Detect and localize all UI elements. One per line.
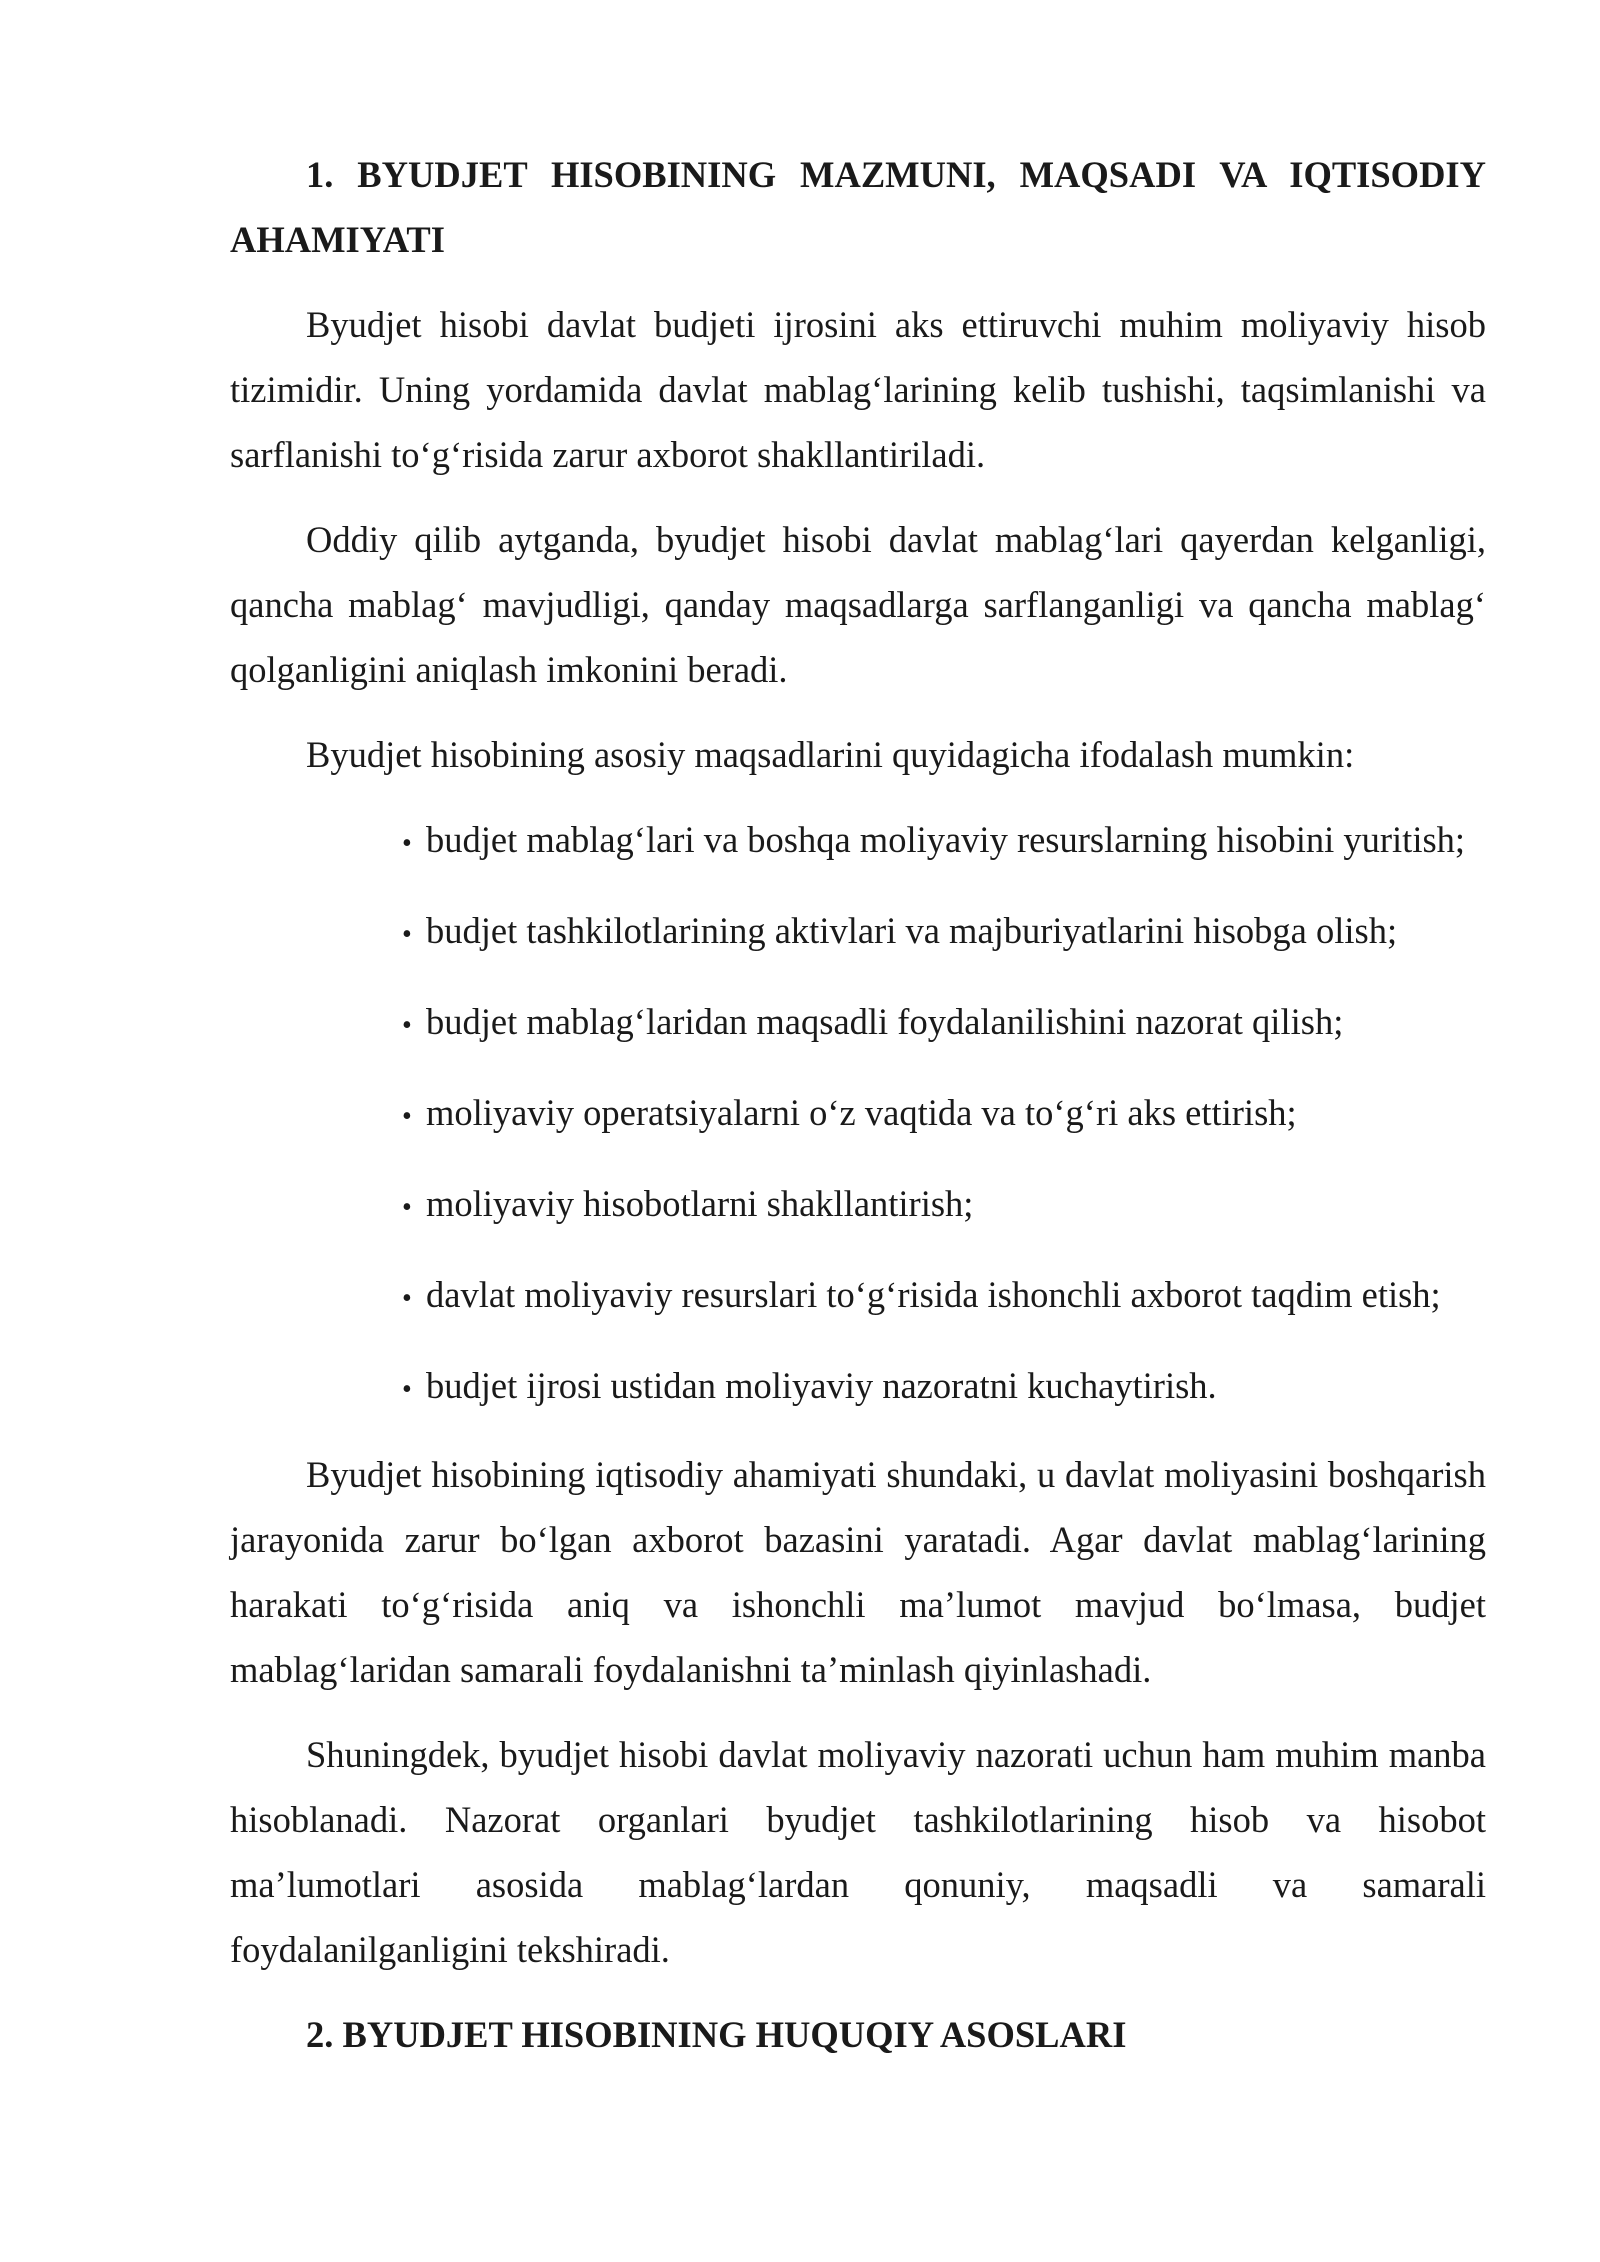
list-item — [326, 807, 1486, 876]
bullet-icon: • — [402, 1283, 412, 1314]
bullet-icon: • — [402, 1192, 412, 1223]
document-page — [230, 142, 1486, 2067]
list-item — [326, 1262, 1486, 1331]
bullet-icon: • — [402, 919, 412, 950]
list-item-text: budjet tashkilotlarining aktivlari va majburiyatlarini hisobga olish; — [426, 910, 1398, 951]
paragraph-goals-intro: Byudjet hisobining asosiy maqsadlarini quyidagicha ifodalash mumkin: — [306, 734, 1355, 775]
paragraph-financial-control: Shuningdek, byudjet hisobi davlat moliyaviy nazorati uchun ham muhim manba hisoblanadi. Nazorat organlari byudjet tashkilotlarining hisob va hisobot ma’lumotlari asosida mablag‘lardan qonuniy, maqsadli va samarali foydalanilganligini tekshiradi. — [230, 1734, 1486, 1970]
section-heading-1: 1. BYUDJET HISOBINING MAZMUNI, MAQSADI VA IQTISODIY AHAMIYATI — [230, 154, 1486, 260]
paragraph-definition: Byudjet hisobi davlat budjeti ijrosini aks ettiruvchi muhim moliyaviy hisob tizimidir. Uning yordamida davlat mablag‘larining kelib tushishi, taqsimlanishi va sarflanishi to‘g‘risida zarur axborot shakllantiriladi. — [230, 304, 1486, 475]
bullet-icon: • — [402, 1101, 412, 1132]
list-item — [326, 898, 1486, 967]
list-item-text: davlat moliyaviy resurslari to‘g‘risida ishonchli axborot taqdim etish; — [426, 1274, 1441, 1315]
list-item-text: moliyaviy operatsiyalarni o‘z vaqtida va to‘g‘ri aks ettirish; — [426, 1092, 1297, 1133]
bullet-icon: • — [402, 828, 412, 859]
list-item-text: budjet ijrosi ustidan moliyaviy nazoratni kuchaytirish. — [426, 1365, 1217, 1406]
list-item — [326, 1353, 1486, 1422]
list-item-text: budjet mablag‘lari va boshqa moliyaviy resurslarning hisobini yuritish; — [426, 819, 1466, 860]
section-heading-2: 2. BYUDJET HISOBINING HUQUQIY ASOSLARI — [306, 2014, 1127, 2055]
bullet-icon: • — [402, 1374, 412, 1405]
list-item — [326, 1080, 1486, 1149]
bullet-icon: • — [402, 1010, 412, 1041]
paragraph-economic-importance: Byudjet hisobining iqtisodiy ahamiyati shundaki, u davlat moliyasini boshqarish jarayonida zarur bo‘lgan axborot bazasini yaratadi. Agar davlat mablag‘larining harakati to‘g‘risida aniq va ishonchli ma’lumot mavjud bo‘lmasa, budjet mablag‘laridan samarali foydalanishni ta’minlash qiyinlashadi. — [230, 1454, 1486, 1690]
paragraph-simple-explanation: Oddiy qilib aytganda, byudjet hisobi davlat mablag‘lari qayerdan kelganligi, qancha mablag‘ mavjudligi, qanday maqsadlarga sarflanganligi va qancha mablag‘ qolganligini aniqlash imkonini beradi. — [230, 519, 1486, 690]
goals-list — [326, 807, 1486, 1422]
list-item — [326, 989, 1486, 1058]
list-item — [326, 1171, 1486, 1240]
list-item-text: budjet mablag‘laridan maqsadli foydalanilishini nazorat qilish; — [426, 1001, 1344, 1042]
list-item-text: moliyaviy hisobotlarni shakllantirish; — [426, 1183, 974, 1224]
